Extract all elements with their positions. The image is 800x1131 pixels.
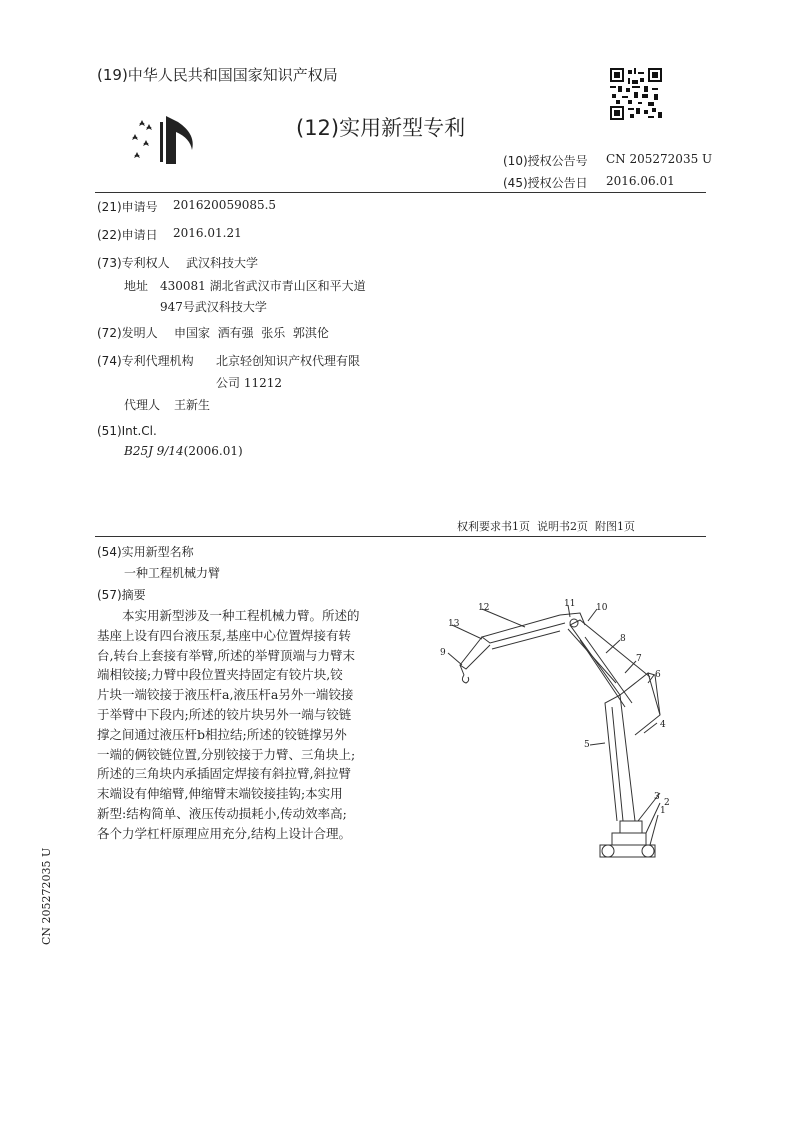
address-label: 地址 [124,279,149,293]
pub-no: CN 205272035 U [606,152,713,166]
abstract-line: 一端的俩铰链位置,分别铰接于力臂、三角块上; [97,746,356,762]
app-date: 2016.01.21 [173,226,242,240]
pub-date: 2016.06.01 [606,174,675,188]
figure-label: 10 [596,603,608,613]
divider-middle [95,536,706,537]
figure-label: 6 [655,670,661,680]
abstract-line: 末端设有伸缩臂,伸缩臂末端铰接挂钩;本实用 [97,786,343,802]
abstract-line: 本实用新型涉及一种工程机械力臂。所述的 [122,608,360,623]
divider-top [95,192,706,193]
figure-label: 12 [478,603,490,613]
cnipa-logo-icon [132,112,204,168]
figure-label: 2 [664,798,670,808]
agency-line1: 北京轻创知识产权代理有限 [216,354,361,368]
pub-date-label: (45)授权公告日 [503,176,588,190]
agent: 王新生 [174,398,211,412]
qr-code-icon [610,68,662,120]
abstract-text [97,606,402,844]
figure-label: 5 [584,740,590,750]
abstract-line: 台,转台上套接有举臂,所述的举臂顶端与力臂末 [97,647,355,663]
figure-label: 7 [636,654,642,664]
abstract-line: 基座上设有四台液压泵,基座中心位置焊接有转 [97,627,351,643]
abstract-line: 撑之间通过液压杆b相拉结;所述的铰链撑另外 [97,726,347,742]
app-date-label: (22)申请日 [97,228,158,242]
abstract-line: 所述的三角块内承插固定焊接有斜拉臂,斜拉臂 [97,766,351,782]
figure-label: 13 [448,619,460,629]
agency-line2: 公司 11212 [216,376,282,390]
figure-label: 1 [660,806,666,816]
patentee: 武汉科技大学 [186,256,259,270]
mechanical-arm-figure [420,595,690,875]
figure-label: 4 [660,720,666,730]
office-name: (19)中华人民共和国国家知识产权局 [97,66,338,84]
abstract-line: 各个力学杠杆原理应用充分,结构上设计合理。 [97,825,351,841]
agency-label: (74)专利代理机构 [97,354,194,368]
side-pub-number: CN 205272035 U [40,847,53,945]
abstract-line: 片块一端铰接于液压杆a,液压杆a另外一端铰接 [97,687,354,703]
figure-label: 9 [440,648,446,658]
intcl-year: (2006.01) [183,444,243,458]
intcl-label: (51)Int.Cl. [97,424,157,438]
patentee-label: (73)专利权人 [97,256,170,270]
address-line1: 430081 湖北省武汉市青山区和平大道 [160,279,366,293]
figure-label: 8 [620,634,626,644]
inventors: 申国家 洒有强 张乐 郭淇伦 [174,326,329,340]
figure-label: 11 [564,599,576,609]
app-no-label: (21)申请号 [97,200,158,214]
title-label: (54)实用新型名称 [97,545,194,559]
pages-line: 权利要求书1页 说明书2页 附图1页 [457,520,635,533]
address-line2: 947号武汉科技大学 [160,300,267,314]
agent-label: 代理人 [124,398,161,412]
abstract-line: 于举臂中下段内;所述的铰片块另外一端与铰链 [97,706,352,722]
utility-model-title: 一种工程机械力臂 [124,566,221,580]
abstract-line: 端相铰接;力臂中段位置夹持固定有铰片块,铰 [97,667,343,683]
abstract-label: (57)摘要 [97,588,146,602]
figure-label: 3 [654,792,660,802]
intcl-code: B25J 9/14 [124,444,184,458]
app-no: 201620059085.5 [173,198,277,212]
pub-no-label: (10)授权公告号 [503,154,588,168]
document-type: (12)实用新型专利 [296,116,466,140]
inventors-label: (72)发明人 [97,326,158,340]
abstract-line: 新型:结构简单、液压传动损耗小,传动效率高; [97,805,347,821]
